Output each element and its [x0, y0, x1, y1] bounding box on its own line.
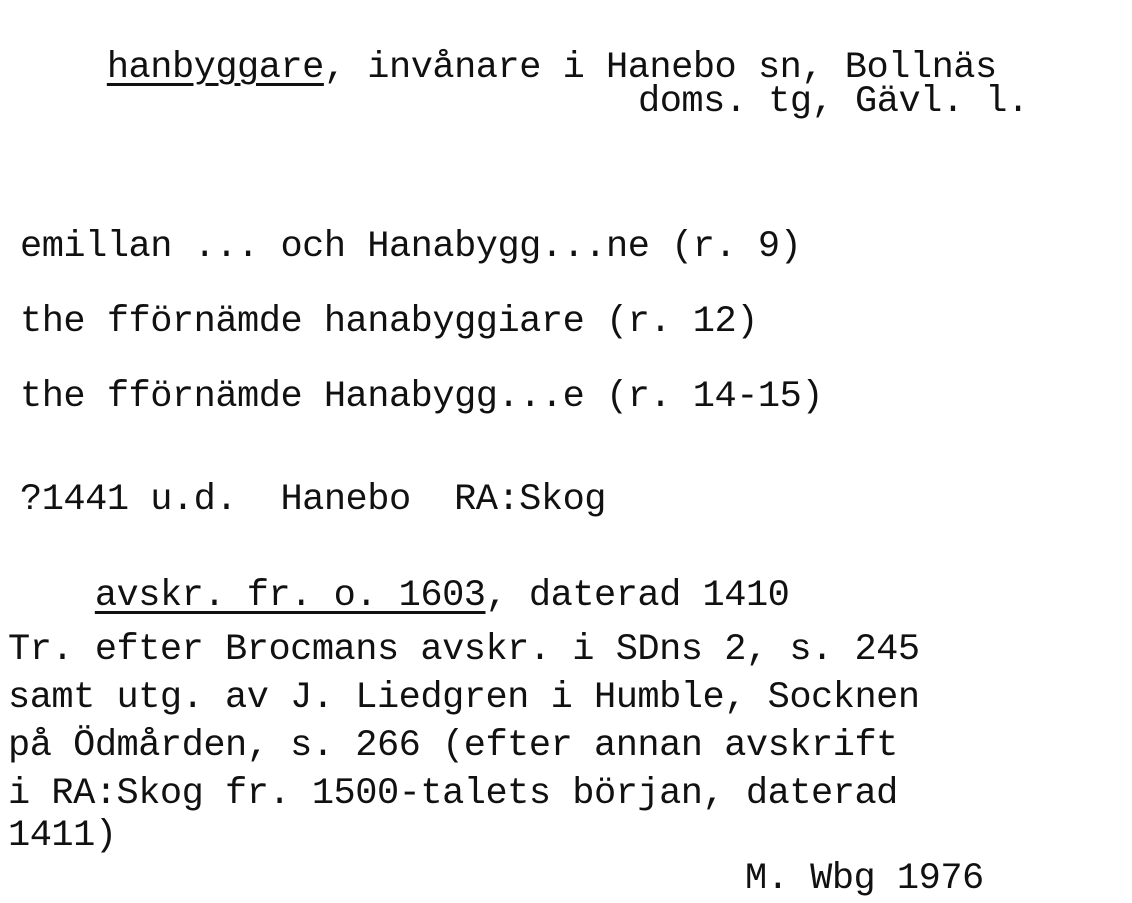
source-line: ?1441 u.d. Hanebo RA:Skog [20, 479, 606, 521]
note-line: i RA:Skog fr. 1500-talets början, daterad [8, 773, 898, 815]
note-line: samt utg. av J. Liedgren i Humble, Socknen [8, 677, 920, 719]
source-note-rest: , daterad 1410 [485, 575, 790, 617]
signature: M. Wbg 1976 [745, 858, 984, 900]
source-note-underlined: avskr. fr. o. 1603 [94, 575, 486, 617]
citation-line: emillan ... och Hanabygg...ne (r. 9) [20, 226, 802, 268]
note-line: Tr. efter Brocmans avskr. i SDns 2, s. 245 [8, 629, 920, 671]
citation-line: the fförnämde Hanabygg...e (r. 14-15) [20, 376, 824, 418]
citation-line: the fförnämde hanabyggiare (r. 12) [20, 301, 758, 343]
note-line: på Ödmården, s. 266 (efter annan avskrift [8, 725, 898, 767]
definition-second: doms. tg, Gävl. l. [638, 81, 1029, 123]
definition-first: , invånare i Hanebo sn, Bollnäs [323, 47, 997, 89]
note-line: 1411) [8, 815, 117, 857]
headword: hanbyggare [106, 47, 324, 89]
